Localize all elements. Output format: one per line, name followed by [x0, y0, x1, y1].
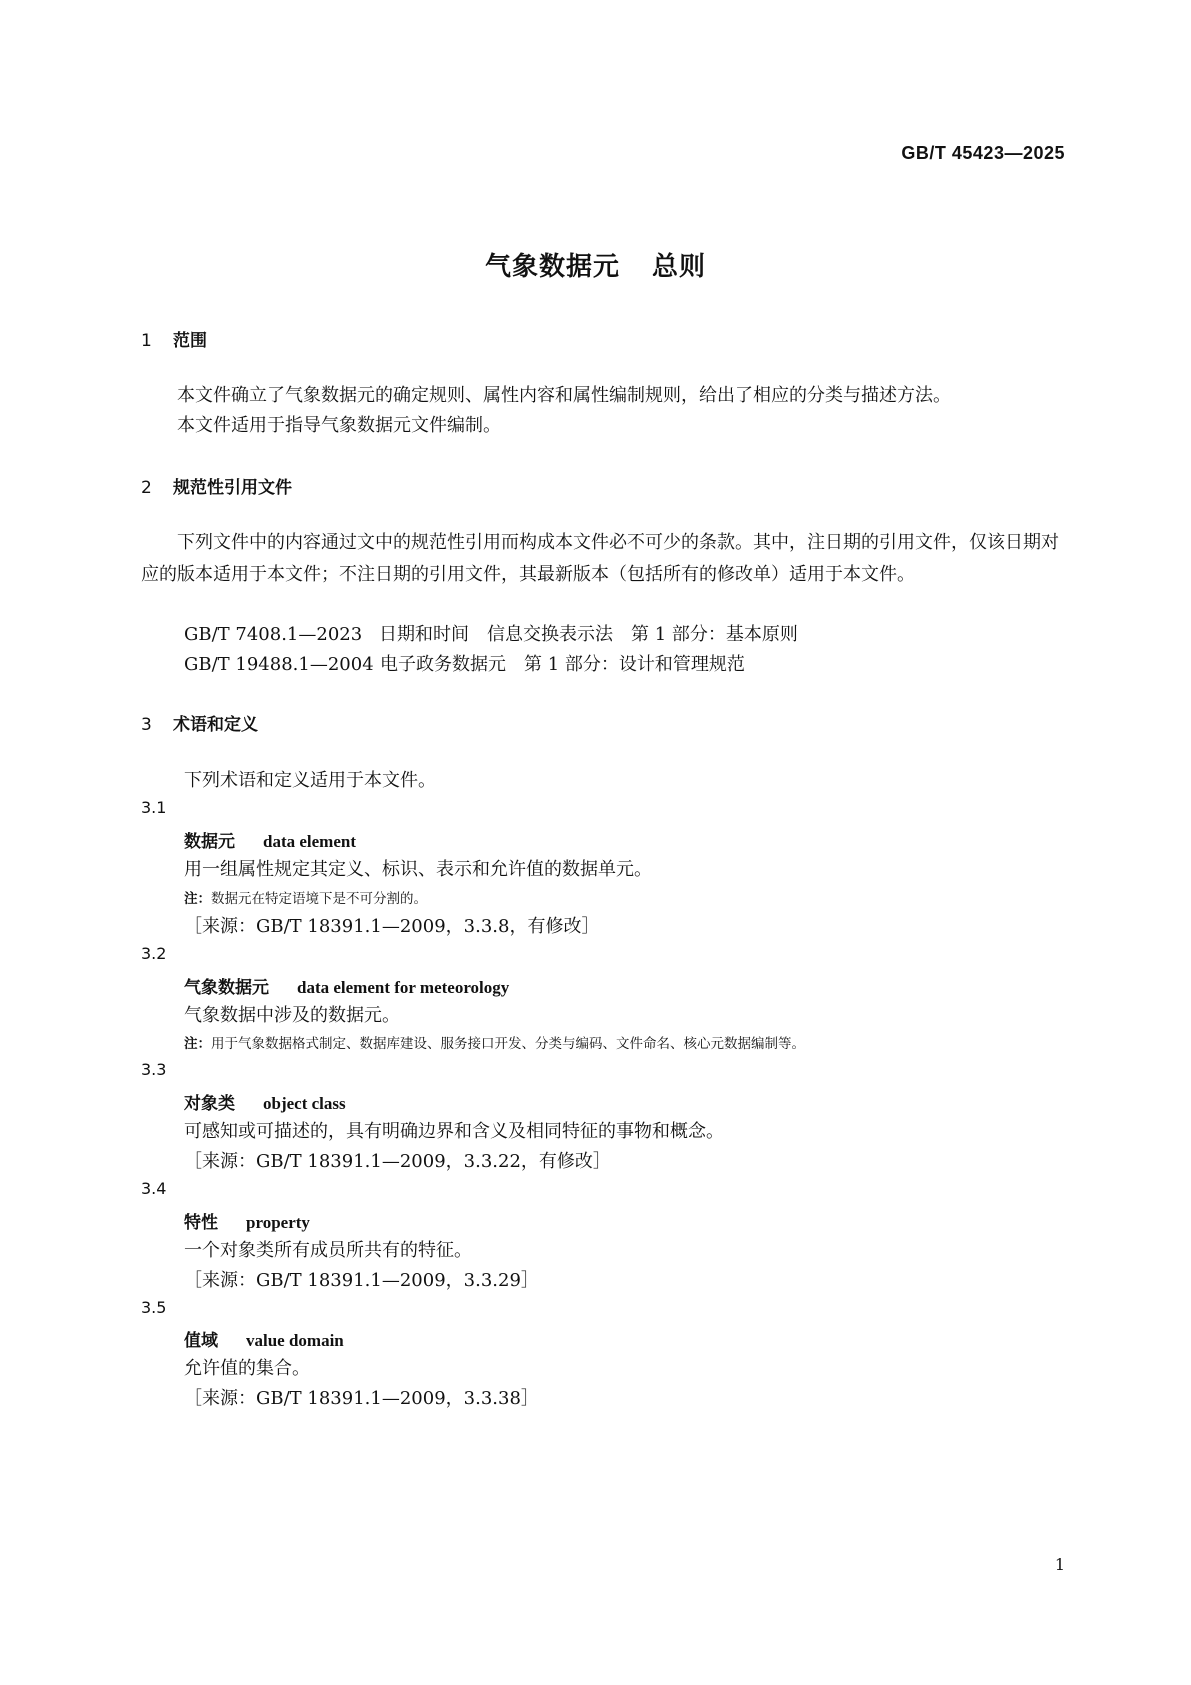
section-3-intro: 下列术语和定义适用于本文件。 — [184, 770, 436, 791]
term-definition: 可感知或可描述的，具有明确边界和含义及相同特征的事物和概念。 — [184, 1121, 724, 1142]
section-number: 1 — [141, 331, 152, 351]
note-label: 注： — [184, 1036, 211, 1052]
title-part-2: 总则 — [652, 252, 707, 282]
term-note — [184, 887, 427, 907]
term-en: value domain — [246, 1331, 344, 1350]
term-en: property — [246, 1213, 310, 1232]
note-text: 用于气象数据格式制定、数据库建设、服务接口开发、分类与编码、文件命名、核心元数据编制等。 — [211, 1036, 805, 1052]
term-heading — [184, 973, 509, 998]
reference-item — [184, 650, 745, 676]
standard-number: GB/T 45423—2025 — [901, 143, 1065, 163]
section-number: 3 — [141, 715, 152, 735]
term-source: ［来源：GB/T 18391.1—2009，3.3.29］ — [184, 1270, 539, 1291]
term-zh: 对象类 — [184, 1094, 235, 1114]
section-title: 术语和定义 — [173, 715, 258, 735]
section-number: 2 — [141, 478, 152, 498]
term-zh: 数据元 — [184, 832, 235, 852]
term-source: ［来源：GB/T 18391.1—2009，3.3.38］ — [184, 1388, 539, 1409]
term-zh: 值域 — [184, 1331, 218, 1351]
page-number: 1 — [1054, 1555, 1065, 1574]
title-part-1: 气象数据元 — [484, 252, 620, 282]
term-en: data element for meteorology — [297, 978, 510, 997]
reference-title: 电子政务数据元 第 1 部分：设计和管理规范 — [380, 654, 745, 675]
section-1-paragraph-2: 本文件适用于指导气象数据元文件编制。 — [177, 415, 501, 436]
term-definition: 一个对象类所有成员所共有的特征。 — [184, 1240, 472, 1261]
term-en: object class — [263, 1094, 346, 1113]
section-3-heading — [141, 710, 258, 735]
term-heading — [184, 1208, 310, 1233]
term-source: ［来源：GB/T 18391.1—2009，3.3.22，有修改］ — [184, 1151, 611, 1172]
term-number: 3.1 — [141, 798, 167, 817]
term-definition: 允许值的集合。 — [184, 1358, 310, 1379]
section-2-intro: 下列文件中的内容通过文中的规范性引用而构成本文件必不可少的条款。其中，注日期的引用文件，仅该日期对应的版本适用于本文件；不注日期的引用文件，其最新版本（包括所有的修改单）适用于本文件。 — [141, 532, 1059, 585]
term-number: 3.3 — [141, 1060, 167, 1079]
reference-code: GB/T 7408.1—2023 — [184, 624, 363, 645]
term-source: ［来源：GB/T 18391.1—2009，3.3.8，有修改］ — [184, 916, 600, 937]
term-number: 3.4 — [141, 1179, 167, 1198]
term-heading — [184, 827, 356, 852]
term-number: 3.2 — [141, 944, 167, 963]
note-label: 注： — [184, 891, 211, 907]
reference-code: GB/T 19488.1—2004 — [184, 654, 374, 675]
section-title: 范围 — [173, 331, 207, 351]
term-heading — [184, 1089, 346, 1114]
section-2-heading — [141, 473, 292, 498]
note-text: 数据元在特定语境下是不可分割的。 — [211, 891, 427, 907]
term-heading — [184, 1326, 344, 1351]
section-title: 规范性引用文件 — [173, 478, 292, 498]
term-zh: 气象数据元 — [184, 978, 269, 998]
term-definition: 用一组属性规定其定义、标识、表示和允许值的数据单元。 — [184, 859, 652, 880]
reference-item — [184, 620, 798, 646]
term-en: data element — [263, 832, 357, 851]
term-note — [184, 1032, 805, 1052]
reference-title: 日期和时间 信息交换表示法 第 1 部分：基本原则 — [379, 624, 798, 645]
document-title — [0, 246, 1191, 283]
term-zh: 特性 — [184, 1213, 218, 1233]
term-definition: 气象数据中涉及的数据元。 — [184, 1005, 400, 1026]
term-number: 3.5 — [141, 1298, 167, 1317]
section-1-heading — [141, 326, 207, 351]
section-1-paragraph-1: 本文件确立了气象数据元的确定规则、属性内容和属性编制规则，给出了相应的分类与描述方法。 — [177, 385, 951, 406]
